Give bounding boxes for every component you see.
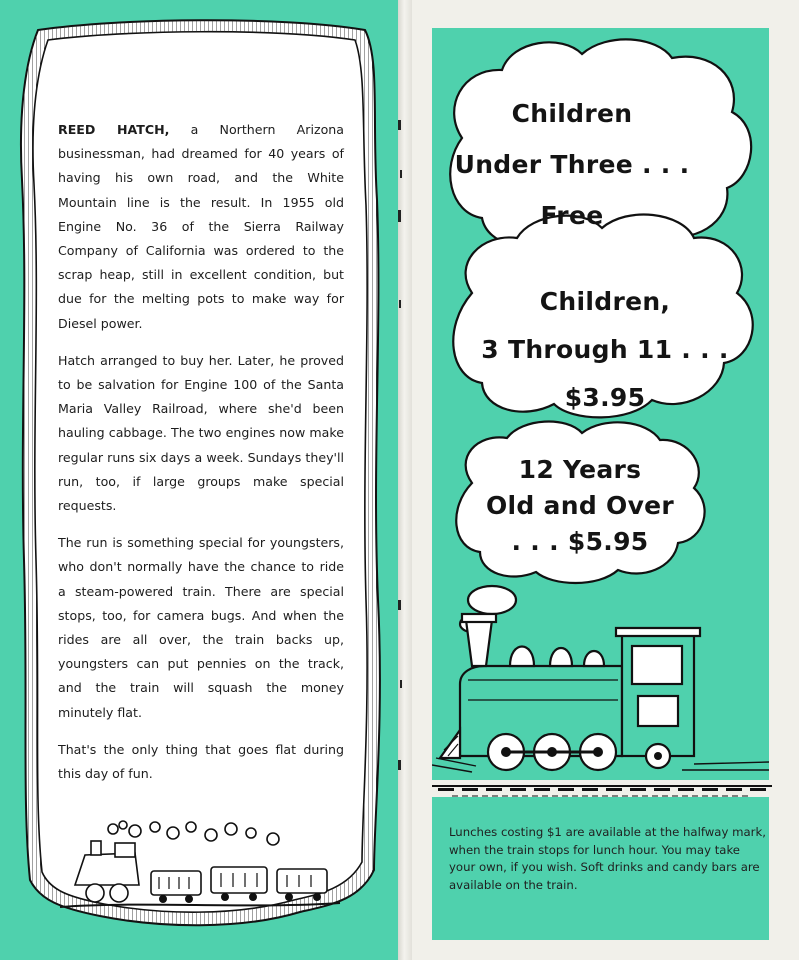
fare-twelve-and-over-line-1: 12 Years [518, 455, 642, 484]
locomotive-illustration [432, 580, 769, 780]
story-paragraph-2: Hatch arranged to buy her. Later, he proved to be salvation for Engine 100 of the Santa Maria Valley Railroad, where she'd been hauling cabbage. The two engines now make regular runs six days a week. Sundays they'll run, too, if large groups make special requests. [58, 352, 344, 514]
history-story [58, 118, 344, 799]
fare-under-three-line-1: Children [511, 99, 633, 128]
lunch-info: Lunches costing $1 are available at the halfway mark, when the train stops for lunch hour. You may take your own, if you wish. Soft drinks and candy bars are available on the train. [449, 825, 766, 892]
fare-three-through-eleven-line-3: $3.95 [564, 383, 646, 412]
story-paragraph-1 [58, 118, 344, 336]
story-paragraph-4: That's the only thing that goes flat during this day of fun. [58, 741, 344, 782]
mini-train-illustration [55, 815, 345, 915]
fare-twelve-and-over-line-3: . . . $5.95 [511, 527, 649, 556]
fare-under-three [446, 88, 698, 241]
story-paragraph-3: The run is something special for youngsters, who don't normally have the chance to ride a steam-powered train. There are special stops, too, for camera bugs. And when the rides are all over, the train backs up, youngsters can put pennies on the track, and the train will squash the money minutely flat. [58, 535, 344, 720]
fare-three-through-eleven [470, 278, 740, 422]
fare-three-through-eleven-line-2: 3 Through 11 . . . [481, 335, 729, 364]
binding-marks [396, 60, 412, 860]
railroad-track [432, 778, 772, 800]
fare-under-three-line-2: Under Three . . . [454, 150, 690, 179]
fare-twelve-and-over [470, 452, 690, 560]
fare-under-three-line-3: Free [540, 201, 604, 230]
story-lead-name: REED HATCH, [58, 122, 170, 137]
fare-three-through-eleven-line-1: Children, [539, 287, 671, 316]
story-paragraph-1-text: a Northern Arizona businessman, had dreamed for 40 years of having his own road, and the White Mountain line is the result. In 1955 old Engine No. 36 of the Sierra Railway Company of California was ordered to the scrap heap, still in excellent condition, but due for the melting pots to make way for Diesel power. [58, 122, 344, 331]
fare-twelve-and-over-line-2: Old and Over [485, 491, 675, 520]
